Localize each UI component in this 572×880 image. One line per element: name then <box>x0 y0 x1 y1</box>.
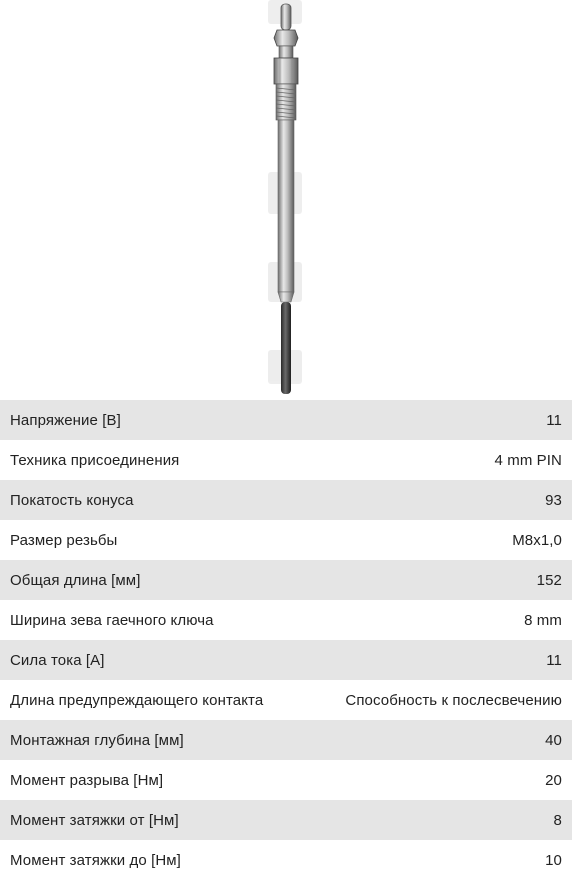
spec-row-breaking-torque <box>0 760 572 800</box>
spec-label: Размер резьбы <box>10 531 118 549</box>
spec-label: Напряжение [В] <box>10 411 121 429</box>
spec-row-thread-size <box>0 520 572 560</box>
spec-row-torque-to <box>0 840 572 880</box>
spec-label: Момент затяжки до [Нм] <box>10 851 181 869</box>
spec-label: Монтажная глубина [мм] <box>10 731 184 749</box>
spec-value: 11 <box>546 411 562 429</box>
thread <box>276 84 296 120</box>
spec-row-wrench-size <box>0 600 572 640</box>
spec-label: Ширина зева гаечного ключа <box>10 611 214 629</box>
spec-value: 11 <box>546 651 562 669</box>
spec-row-total-length <box>0 560 572 600</box>
spec-value: 93 <box>545 491 562 509</box>
spec-label: Момент затяжки от [Нм] <box>10 811 179 829</box>
spec-label: Сила тока [А] <box>10 651 105 669</box>
spec-row-cone-slope <box>0 480 572 520</box>
spec-value: 8 <box>553 811 562 829</box>
spec-value: 152 <box>536 571 562 589</box>
spec-row-warning-contact <box>0 680 572 720</box>
spec-value: M8x1,0 <box>512 531 562 549</box>
spec-label: Длина предупреждающего контакта <box>10 691 264 709</box>
spec-value: 40 <box>545 731 562 749</box>
spec-label: Техника присоединения <box>10 451 180 469</box>
spec-value: Способность к послесвечению <box>345 691 562 709</box>
spec-row-torque-from <box>0 800 572 840</box>
spec-row-mounting-depth <box>0 720 572 760</box>
glow-plug-illustration <box>0 0 572 400</box>
spec-value: 8 mm <box>524 611 562 629</box>
spec-row-connection <box>0 440 572 480</box>
specs-table <box>0 400 572 880</box>
spec-value: 4 mm PIN <box>494 451 562 469</box>
spec-row-voltage <box>0 400 572 440</box>
spec-label: Покатость конуса <box>10 491 134 509</box>
spec-label: Момент разрыва [Нм] <box>10 771 164 789</box>
spec-value: 20 <box>545 771 562 789</box>
spec-row-current <box>0 640 572 680</box>
spec-value: 10 <box>545 851 562 869</box>
product-image <box>0 0 572 400</box>
spec-label: Общая длина [мм] <box>10 571 141 589</box>
